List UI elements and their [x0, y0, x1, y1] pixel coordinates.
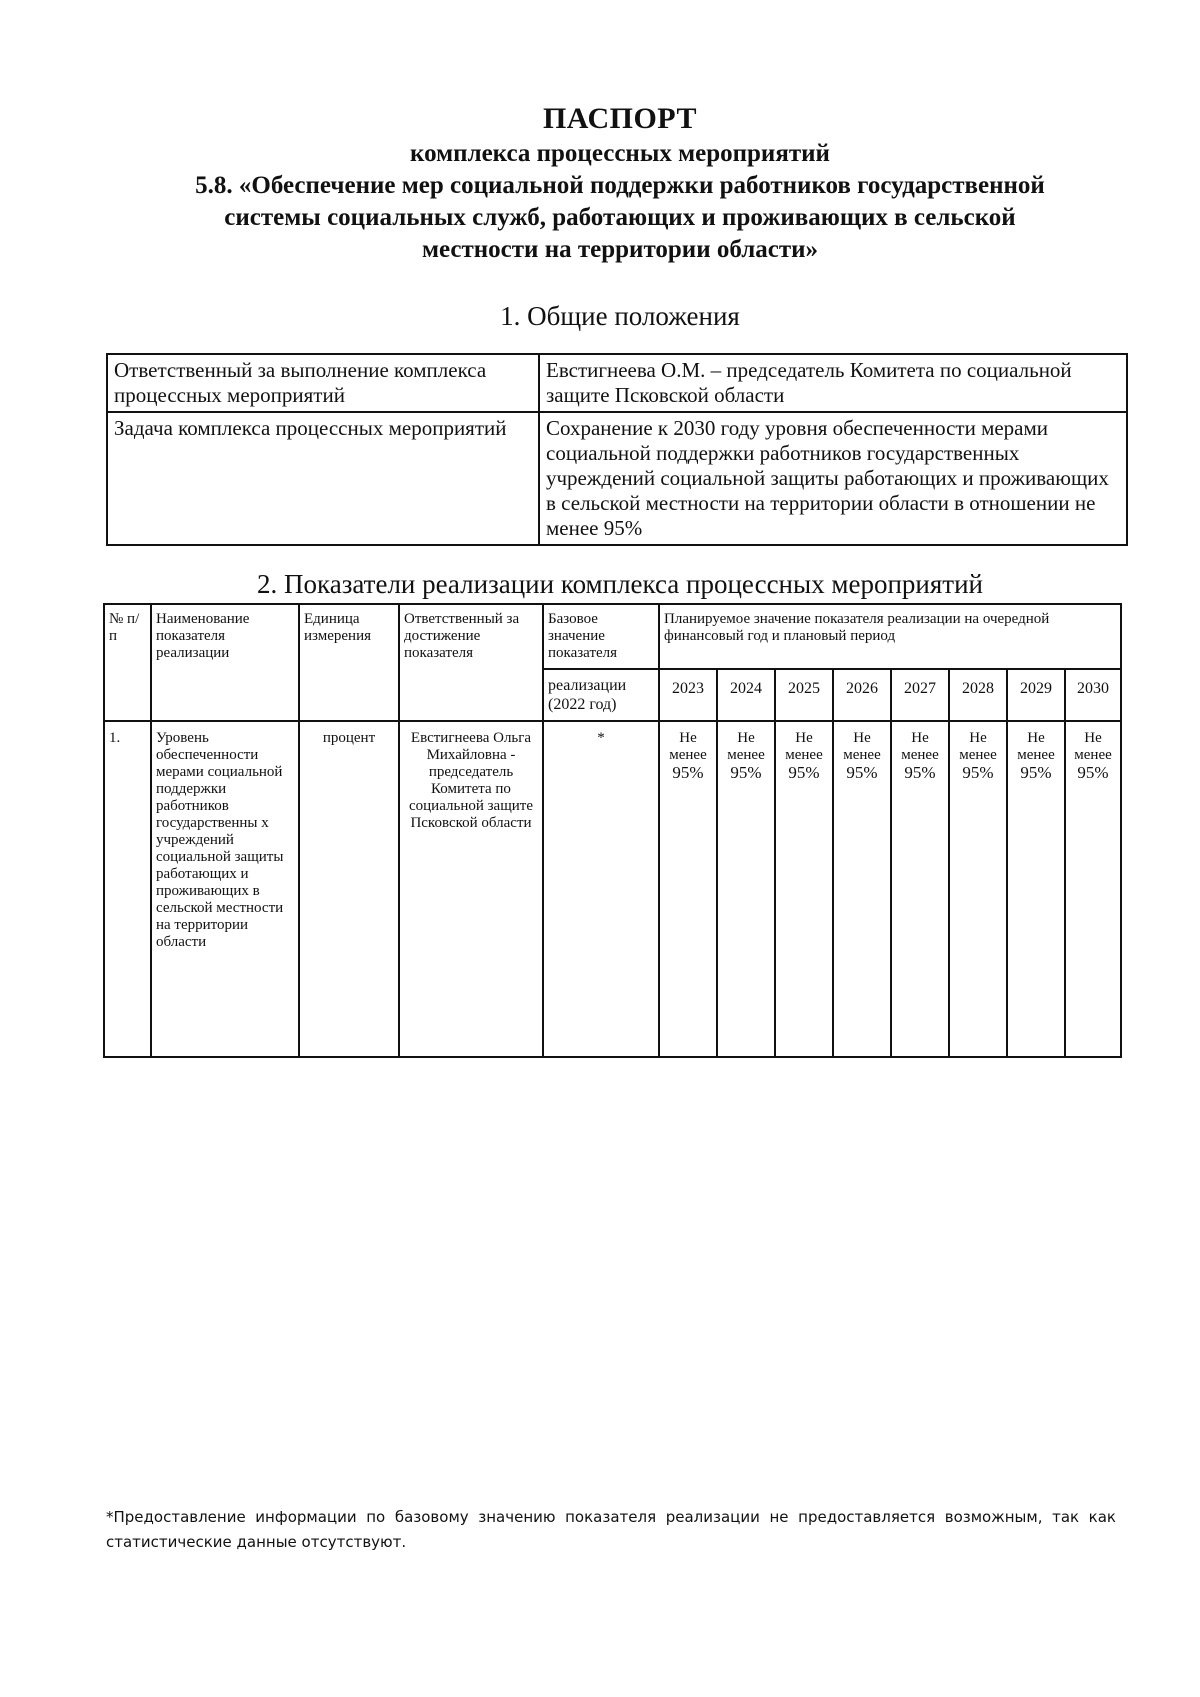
value-2030: Не менее 95% — [1065, 721, 1121, 1057]
header-planned: Планируемое значение показателя реализации на очередной финансовый год и плановый период — [659, 604, 1121, 669]
header-name: Наименование показателя реализации — [151, 604, 299, 721]
row-unit: процент — [299, 721, 399, 1057]
program-name-line-3: местности на территории области» — [421, 236, 819, 263]
general-provisions-table — [106, 353, 1128, 546]
document-title: ПАСПОРТ — [542, 102, 698, 135]
value-2026: Не менее 95% — [833, 721, 891, 1057]
header-unit: Единица измерения — [299, 604, 399, 721]
document-subtitle: комплекса процессных мероприятий — [410, 140, 830, 167]
value-2027: Не менее 95% — [891, 721, 949, 1057]
table-row — [104, 721, 1121, 1057]
row-name: Уровень обеспеченности мерами социальной поддержки работников государственны х учреждений социальной защиты работающих и проживающих в сельской местности на территории области — [151, 721, 299, 1057]
value-2023: Не менее 95% — [659, 721, 717, 1057]
program-name-line-1: 5.8. «Обеспечение мер социальной поддержки работников государственной — [195, 172, 1045, 199]
row-responsible: Евстигнеева Ольга Михайловна - председатель Комитета по социальной защите Псковской области — [399, 721, 543, 1057]
responsible-value: Евстигнеева О.М. – председатель Комитета по социальной защите Псковской области — [539, 354, 1127, 412]
value-2024: Не менее 95% — [717, 721, 775, 1057]
program-name-line-2: системы социальных служб, работающих и проживающих в сельской — [224, 204, 1016, 231]
task-label: Задача комплекса процессных мероприятий — [107, 412, 539, 545]
year-2024: 2024 — [717, 669, 775, 721]
responsible-label: Ответственный за выполнение комплекса процессных мероприятий — [107, 354, 539, 412]
indicators-table — [103, 603, 1122, 1058]
year-2028: 2028 — [949, 669, 1007, 721]
year-2023: 2023 — [659, 669, 717, 721]
header-base-a: Базовое значение показателя — [543, 604, 659, 669]
header-responsible: Ответственный за достижение показателя — [399, 604, 543, 721]
header-row — [104, 604, 1121, 669]
value-2025: Не менее 95% — [775, 721, 833, 1057]
row-base-value: * — [543, 721, 659, 1057]
value-2028: Не менее 95% — [949, 721, 1007, 1057]
section-1-heading: 1. Общие положения — [500, 301, 740, 331]
passport-title-block — [100, 100, 1140, 266]
table-row — [107, 412, 1127, 545]
header-base-b: реализации (2022 год) — [543, 669, 659, 721]
value-2029: Не менее 95% — [1007, 721, 1065, 1057]
section-2-heading: 2. Показатели реализации комплекса процессных мероприятий — [257, 569, 983, 599]
footnote: *Предоставление информации по базовому значению показателя реализации не предоставляется возможным, так как статистические данные отсутствуют. — [106, 1508, 1116, 1551]
task-value: Сохранение к 2030 году уровня обеспеченности мерами социальной поддержки работников государственных учреждений социальной защиты работающих и проживающих в сельской местности на территории области в отношении не менее 95% — [539, 412, 1127, 545]
year-2029: 2029 — [1007, 669, 1065, 721]
year-2030: 2030 — [1065, 669, 1121, 721]
year-2027: 2027 — [891, 669, 949, 721]
year-2026: 2026 — [833, 669, 891, 721]
row-num: 1. — [104, 721, 151, 1057]
table-row — [107, 354, 1127, 412]
year-2025: 2025 — [775, 669, 833, 721]
header-num: № п/п — [104, 604, 151, 721]
